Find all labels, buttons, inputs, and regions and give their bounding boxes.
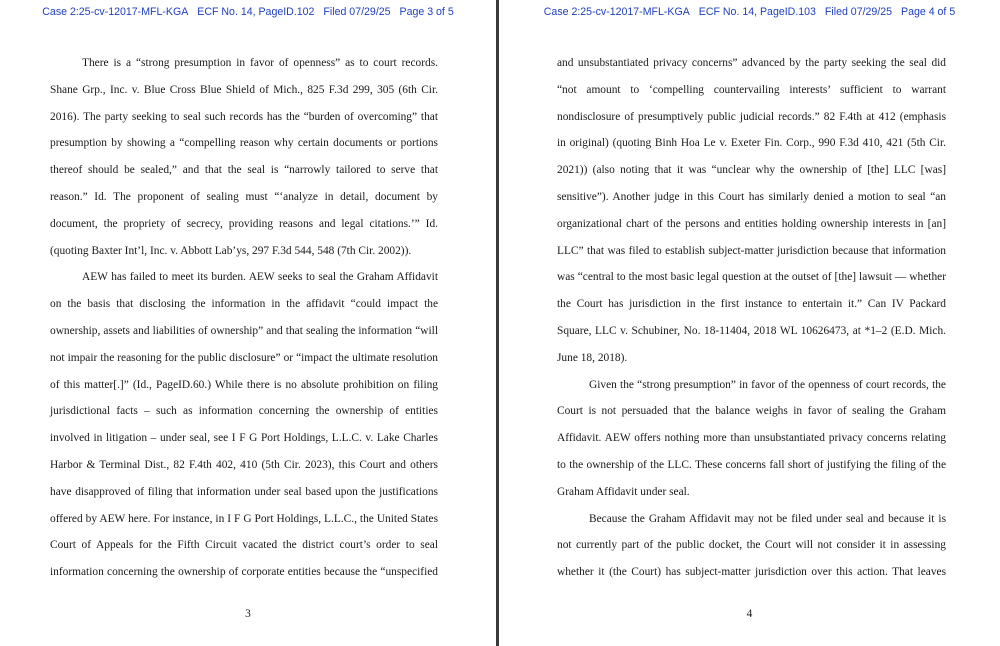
text-line: jurisdictional facts – such as information concerning the ownership of entities — [50, 405, 438, 418]
text-line: Graham Affidavit under seal. — [557, 485, 690, 498]
text-line: the Court has jurisdiction in the first instance to entertain it.” Can IV Packard — [557, 298, 946, 311]
document-page-3 — [0, 0, 496, 646]
text-line: to the ownership of the LLC. These concerns fall short of justifying the filing of the — [557, 458, 946, 471]
text-line: information concerning the ownership of corporate entities because the “unspecified — [50, 566, 438, 579]
text-line: sensitive”). Another judge in this Court has similarly denied a motion to seal “an — [557, 190, 946, 203]
text-line: 2021)) (also noting that it was “unclear why the ownership of [the] LLC [was] — [557, 164, 946, 177]
page-of: Page 3 of 5 — [399, 6, 454, 18]
case-number: Case 2:25-cv-12017-MFL-KGA — [42, 6, 189, 18]
text-line: and unsubstantiated privacy concerns” advanced by the party seeking the seal did — [557, 57, 946, 69]
text-line: “not amount to ‘compelling countervailing interests’ sufficient to warrant — [557, 83, 946, 96]
filed-date: Filed 07/29/25 — [824, 6, 893, 18]
text-line: Court of Appeals for the Fifth Circuit vacated the district court’s order to seal — [50, 539, 438, 552]
text-line: ownership, assets and liabilities of ownership” and that sealing the information “will — [50, 324, 438, 337]
page-of: Page 4 of 5 — [901, 6, 956, 18]
text-line: was “central to the most basic legal question at the outset of [the] lawsuit — whether — [557, 271, 946, 284]
text-line: have disapproved of filing that information under seal based upon the justifications — [50, 485, 438, 498]
text-line: thereof should be sealed,” and that the seal is “narrowly tailored to serve that — [50, 164, 438, 177]
page-number: 3 — [245, 608, 251, 620]
page-body — [557, 50, 946, 586]
text-line: Harbor & Terminal Dist., 82 F.4th 402, 410 (5th Cir. 2023), this Court and others — [50, 458, 438, 471]
text-line: Square, LLC v. Schubiner, No. 18-11404, 2018 WL 10626473, at *1–2 (E.D. Mich. — [557, 324, 946, 337]
page-number: 4 — [746, 608, 753, 620]
text-line: Given the “strong presumption” in favor of the openness of court records, the — [589, 378, 946, 391]
text-line: offered by AEW here. For instance, in I F G Port Holdings, L.L.C., the United States — [50, 512, 438, 525]
text-line: not currently part of the public docket, the Court will not consider it in assessing — [557, 539, 946, 552]
text-line: organizational chart of the persons and entities holding ownership interests in [an] — [557, 217, 946, 230]
text-line: June 18, 2018). — [557, 351, 628, 364]
text-line: not impair the reasoning for the public disclosure” or “impact the ultimate resolution — [50, 351, 438, 364]
text-line: involved in litigation – under seal, see I F G Port Holdings, L.L.C. v. Lake Charles — [50, 432, 438, 445]
text-line: document, the propriety of secrecy, providing reasons and legal citations.’” Id. — [50, 217, 438, 230]
text-line: of this matter[.]” (Id., PageID.60.) While there is no absolute prohibition on filing — [50, 378, 438, 391]
text-line: Because the Graham Affidavit may not be filed under seal and because it is — [589, 512, 946, 525]
text-line: presumption by showing a “compelling reason why certain documents or portions — [50, 137, 438, 150]
text-line: (quoting Baxter Int’l, Inc. v. Abbott Lab’ys, 297 F.3d 544, 548 (7th Cir. 2002)). — [50, 244, 412, 257]
filed-date: Filed 07/29/25 — [323, 6, 391, 18]
text-line: nondisclosure of presumptively public judicial records.” 82 F.4th at 412 (emphasis — [557, 110, 946, 123]
page-body — [50, 50, 438, 586]
text-line: There is a “strong presumption in favor of openness” as to court records. — [82, 57, 438, 69]
ecf-info: ECF No. 14, PageID.103 — [698, 6, 816, 18]
text-line: AEW has failed to meet its burden. AEW seeks to seal the Graham Affidavit — [82, 271, 438, 284]
text-line: 2016). The party seeking to seal such records has the “burden of overcoming” that — [50, 110, 438, 123]
text-line: whether it (the Court) has subject-matter jurisdiction over this action. That leaves — [557, 566, 946, 579]
page-header — [0, 6, 496, 18]
text-line: reason.” Id. The proponent of sealing must “‘analyze in detail, document by — [50, 190, 438, 203]
text-line: in original) (quoting Binh Hoa Le v. Exeter Fin. Corp., 990 F.3d 410, 421 (5th Cir. — [557, 137, 946, 150]
text-line: on the basis that disclosing the information in the affidavit “could impact the — [50, 298, 438, 311]
document-page-4 — [499, 0, 1000, 646]
case-number: Case 2:25-cv-12017-MFL-KGA — [543, 6, 690, 18]
text-line: Court is not persuaded that the balance weighs in favor of sealing the Graham — [557, 405, 946, 418]
text-line: Affidavit. AEW offers nothing more than unsubstantiated privacy concerns relating — [557, 432, 946, 445]
ecf-info: ECF No. 14, PageID.102 — [197, 6, 315, 18]
text-line: LLC” that was filed to establish subject-matter jurisdiction because that information — [557, 244, 946, 257]
page-header — [499, 6, 1000, 18]
text-line: Shane Grp., Inc. v. Blue Cross Blue Shield of Mich., 825 F.3d 299, 305 (6th Cir. — [50, 83, 438, 96]
